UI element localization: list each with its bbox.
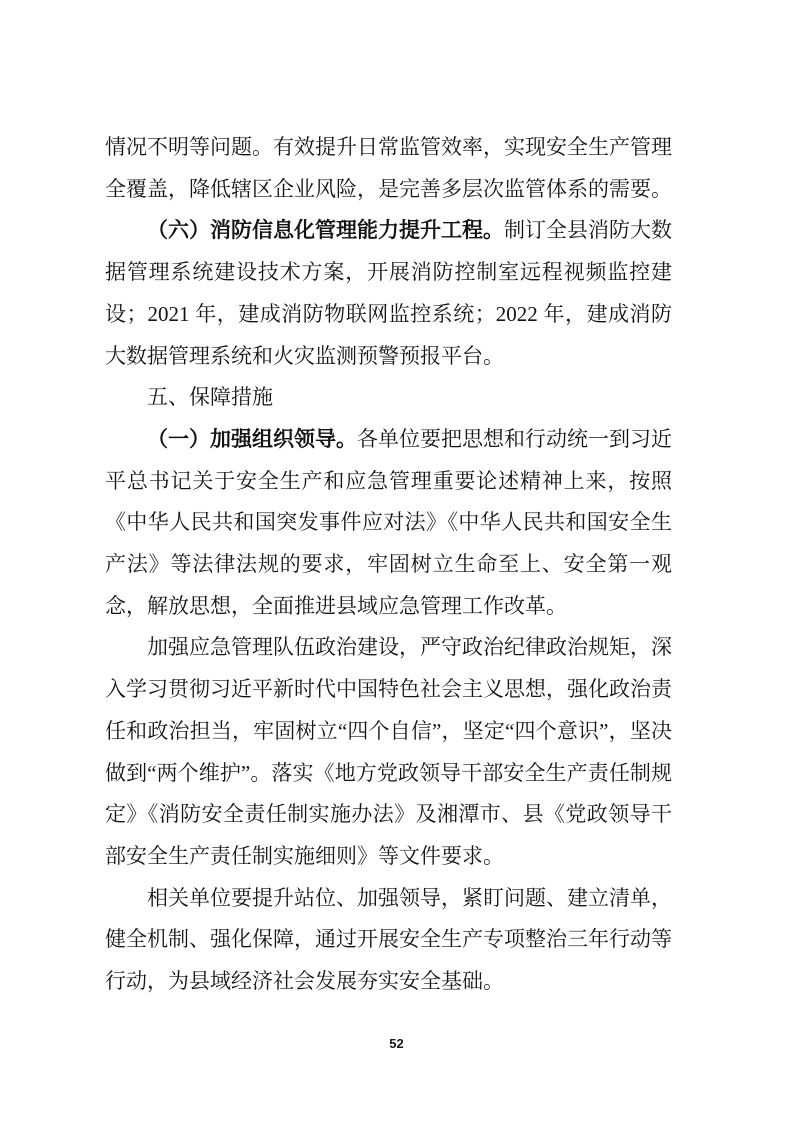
page-content xyxy=(105,127,672,1003)
paragraph-text: 各单位要把思想和行动统一到习近平总书记关于安全生产和应急管理重要论述精神上来，按照《中华人民共和国突发事件应对法》《中华人民共和国安全生产法》等法律法规的要求，牢固树立生命至上、安全第一观念，解放思想，全面推进县域应急管理工作改革。 xyxy=(105,426,672,618)
paragraph-text: 加强应急管理队伍政治建设，严守政治纪律政治规矩，深入学习贯彻习近平新时代中国特色社会主义思想，强化政治责任和政治担当，牢固树立“四个自信”，坚定“四个意识”，坚决做到“两个维护”。落实《地方党政领导干部安全生产责任制规定》《消防安全责任制实施办法》及湘潭市、县《党政领导干部安全生产责任制实施细则》等文件要求。 xyxy=(105,635,672,868)
paragraph-sub1 xyxy=(105,419,672,628)
paragraph-lead-section6: （六）消防信息化管理能力提升工程。 xyxy=(147,218,504,243)
paragraph-politics xyxy=(105,627,672,877)
paragraph-text: 相关单位要提升站位、加强领导，紧盯问题、建立清单，健全机制、强化保障，通过开展安全生产专项整治三年行动等行动，为县域经济社会发展夯实安全基础。 xyxy=(105,885,672,994)
page-number: 52 xyxy=(389,1036,404,1051)
chapter-heading: 五、保障措施 xyxy=(147,386,273,410)
paragraph-units xyxy=(105,878,672,1003)
paragraph-text: 制订全县消防大数据管理系统建设技术方案，开展消防控制室远程视频监控建设；2021 年，建成消防物联网监控系统；2022 年，建成消防大数据管理系统和火灾监测预警预报平台。 xyxy=(105,218,672,368)
paragraph-section6 xyxy=(105,210,672,377)
paragraph-continuation xyxy=(105,127,672,210)
paragraph-text: 情况不明等问题。有效提升日常监管效率，实现安全生产管理全覆盖，降低辖区企业风险，是完善多层次监管体系的需要。 xyxy=(105,135,672,201)
paragraph-lead-sub1: （一）加强组织领导。 xyxy=(147,426,357,451)
